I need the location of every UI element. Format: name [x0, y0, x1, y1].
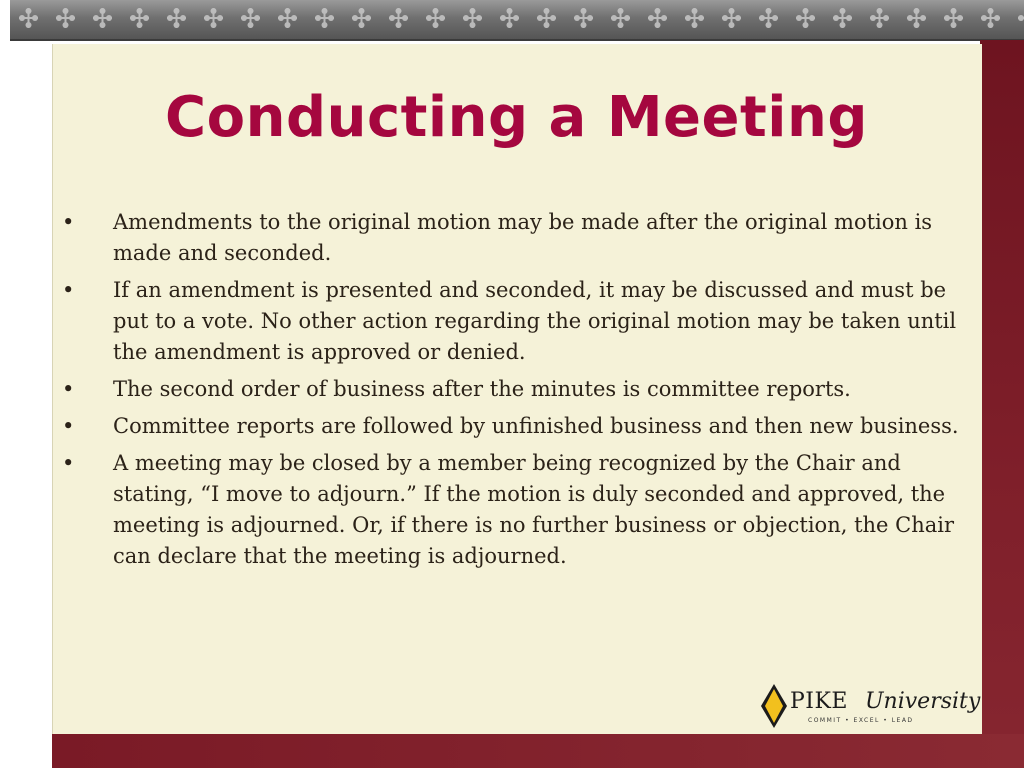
bullet-icon: •	[62, 278, 75, 302]
diamond-logo-icon	[760, 683, 788, 729]
bullet-icon: •	[62, 377, 75, 401]
bullet-icon: •	[62, 451, 75, 475]
bullet-item	[60, 207, 965, 269]
logo-name: PIKE	[790, 689, 848, 714]
fleur-pattern-icon	[10, 0, 1024, 37]
bullet-text: Amendments to the original motion may be made after the original motion is made and seconded.	[113, 210, 933, 265]
bullet-icon: •	[62, 210, 75, 234]
maroon-frame-right	[980, 40, 1024, 768]
bullet-item	[60, 275, 965, 368]
bullet-text: A meeting may be closed by a member being recognized by the Chair and stating, “I move to adjourn.” If the motion is duly seconded and approved, the meeting is adjourned. Or, if there is no further business or objection, the Chair can declare that the meeting is adjourned.	[113, 451, 955, 568]
logo-suffix: University	[865, 689, 981, 714]
bullet-item	[60, 374, 965, 405]
slide-title: Conducting a Meeting	[165, 85, 868, 150]
bullet-list	[60, 207, 965, 578]
decorative-top-band	[10, 0, 1024, 41]
bullet-text: If an amendment is presented and seconded, it may be discussed and must be put to a vote. No other action regarding the original motion may be taken until the amendment is approved or denied.	[113, 278, 957, 364]
bullet-text: The second order of business after the minutes is committee reports.	[113, 377, 851, 401]
maroon-frame-bottom	[52, 734, 1024, 768]
bullet-text: Committee reports are followed by unfinished business and then new business.	[113, 414, 959, 438]
pike-university-logo	[760, 683, 981, 729]
bullet-item	[60, 448, 965, 572]
bullet-icon: •	[62, 414, 75, 438]
logo-tagline: COMMIT • EXCEL • LEAD	[808, 717, 914, 724]
bullet-item	[60, 411, 965, 442]
